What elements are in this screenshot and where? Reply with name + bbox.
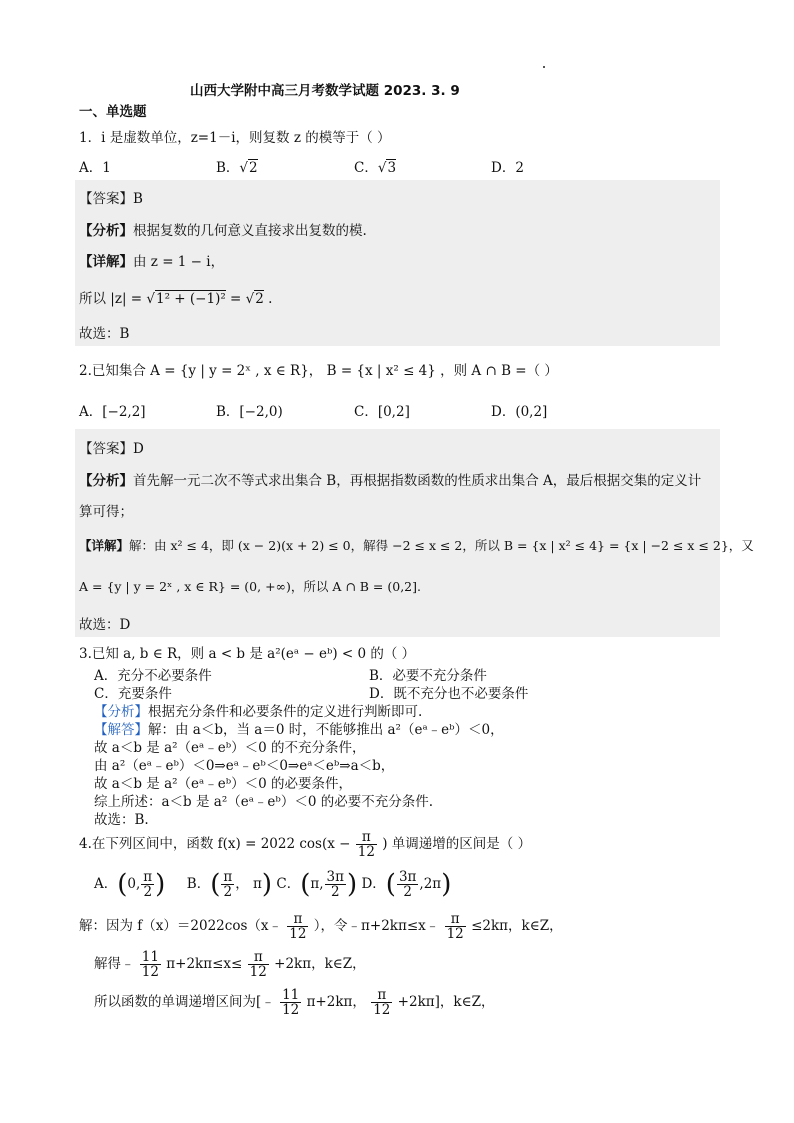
q1-option-b: B．√2 — [216, 160, 258, 176]
q3-analysis: 【分析】根据充分条件和必要条件的定义进行判断即可. — [94, 704, 423, 720]
q2-option-c: C．[0,2] — [354, 404, 410, 420]
page-title: 山西大学附中高三月考数学试题 2023. 3. 9 — [190, 83, 460, 99]
q4-option-b: B．( $\frac{\pi}{2}$ ， π) — [186, 869, 273, 901]
q3-option-d: D．既不充分也不必要条件 — [369, 686, 529, 702]
q4-solution-line1: 解：因为 f（x）＝2022cos（x﹣ $\frac{\pi}{12}$ ），令﹣π+2kπ≤x﹣ $\frac{\pi}{12}$ ≤2kπ，k∈Z， — [79, 911, 563, 943]
q3-option-c: C．充要条件 — [94, 686, 172, 702]
section-heading: 一、单选题 — [79, 104, 147, 120]
q4-options — [94, 870, 451, 899]
q1-answer: 【答案】B — [79, 191, 143, 207]
q2-answer: 【答案】D — [79, 441, 144, 457]
page-dot — [543, 66, 545, 68]
q3-solution-line2: 故 a＜b 是 a²（eᵃ﹣eᵇ）＜0 的不充分条件， — [94, 740, 366, 756]
q4-option-a: A．(0, $\frac{\pi}{2}$ ) — [94, 869, 166, 901]
q3-final: 故选：B. — [94, 812, 149, 828]
q3-solution-line1: 【解答】解：由 a＜b，当 a＝0 时，不能够推出 a²（eᵃ﹣eᵇ）＜0， — [94, 722, 504, 738]
q3-solution-line4: 故 a＜b 是 a²（eᵃ﹣eᵇ）＜0 的必要条件， — [94, 776, 352, 792]
q1-option-c: C．√3 — [354, 160, 397, 176]
q2-detail-cont: A = {y | y = 2ˣ , x ∈ R} = (0, +∞)，所以 A ∩ B = (0,2]. — [79, 579, 421, 594]
q3-stem: 3.已知 a, b ∈ R，则 a < b 是 a²(eᵃ − eᵇ) < 0 的（ ） — [79, 646, 416, 662]
q1-detail-formula: 所以 |z| = √1² + (−1)² = √2 . — [79, 291, 273, 307]
q2-final: 故选：D — [79, 617, 131, 633]
q1-option-a: A．1 — [79, 160, 111, 176]
q3-option-a: A．充分不必要条件 — [94, 668, 212, 684]
q2-option-d: D．(0,2] — [491, 404, 548, 420]
q2-analysis-cont: 算可得； — [79, 504, 133, 520]
q4-option-c: C．(π, $\frac{3\pi}{2}$ ) — [276, 869, 358, 901]
q1-detail: 【详解】由 z = 1 − i， — [79, 254, 225, 270]
q1-analysis: 【分析】根据复数的几何意义直接求出复数的模. — [79, 223, 367, 239]
q2-analysis: 【分析】首先解一元二次不等式求出集合 B，再根据指数函数的性质求出集合 A，最后根据交集的定义计 — [79, 473, 702, 489]
q2-detail: 【详解】解：由 x² ≤ 4，即 (x − 2)(x + 2) ≤ 0，解得 −2 ≤ x ≤ 2，所以 B = {x | x² ≤ 4} = {x | −2 ≤ x ≤ 2}，又 — [79, 538, 754, 553]
q3-solution-line3: 由 a²（eᵃ﹣eᵇ）＜0⇒eᵃ﹣eᵇ＜0⇒eᵃ＜eᵇ⇒a＜b， — [94, 758, 395, 774]
q3-option-b: B．必要不充分条件 — [369, 668, 487, 684]
q4-option-d: D．( $\frac{3\pi}{2}$ ,2π) — [361, 869, 452, 901]
q1-stem: 1．i 是虚数单位，z=1－i，则复数 z 的模等于（ ） — [79, 130, 391, 146]
q3-solution-line5: 综上所述：a＜b 是 a²（eᵃ﹣eᵇ）＜0 的必要不充分条件. — [94, 794, 433, 810]
q4-stem: 4.在下列区间中，函数 f(x) = 2022 cos(x − $\frac{\pi}{12}$ ) 单调递增的区间是（ ） — [79, 829, 532, 861]
q1-option-d: D．2 — [491, 160, 524, 176]
q2-stem: 2.已知集合 A = {y | y = 2ˣ , x ∈ R}， B = {x | x² ≤ 4} ，则 A ∩ B =（ ） — [79, 363, 558, 379]
q2-solution-box — [75, 429, 720, 637]
q2-option-a: A．[−2,2] — [79, 404, 146, 420]
q4-solution-line3: 所以函数的单调递增区间为[﹣ $\frac{11}{12}$ π+2kπ， $\frac{\pi}{12}$ +2kπ]，k∈Z， — [94, 987, 495, 1019]
q4-solution-line2: 解得﹣ $\frac{11}{12}$ π+2kπ≤x≤ $\frac{\pi}{12}$ +2kπ，k∈Z， — [94, 949, 366, 981]
q2-option-b: B．[−2,0) — [216, 404, 283, 420]
q1-final: 故选：B — [79, 326, 130, 342]
